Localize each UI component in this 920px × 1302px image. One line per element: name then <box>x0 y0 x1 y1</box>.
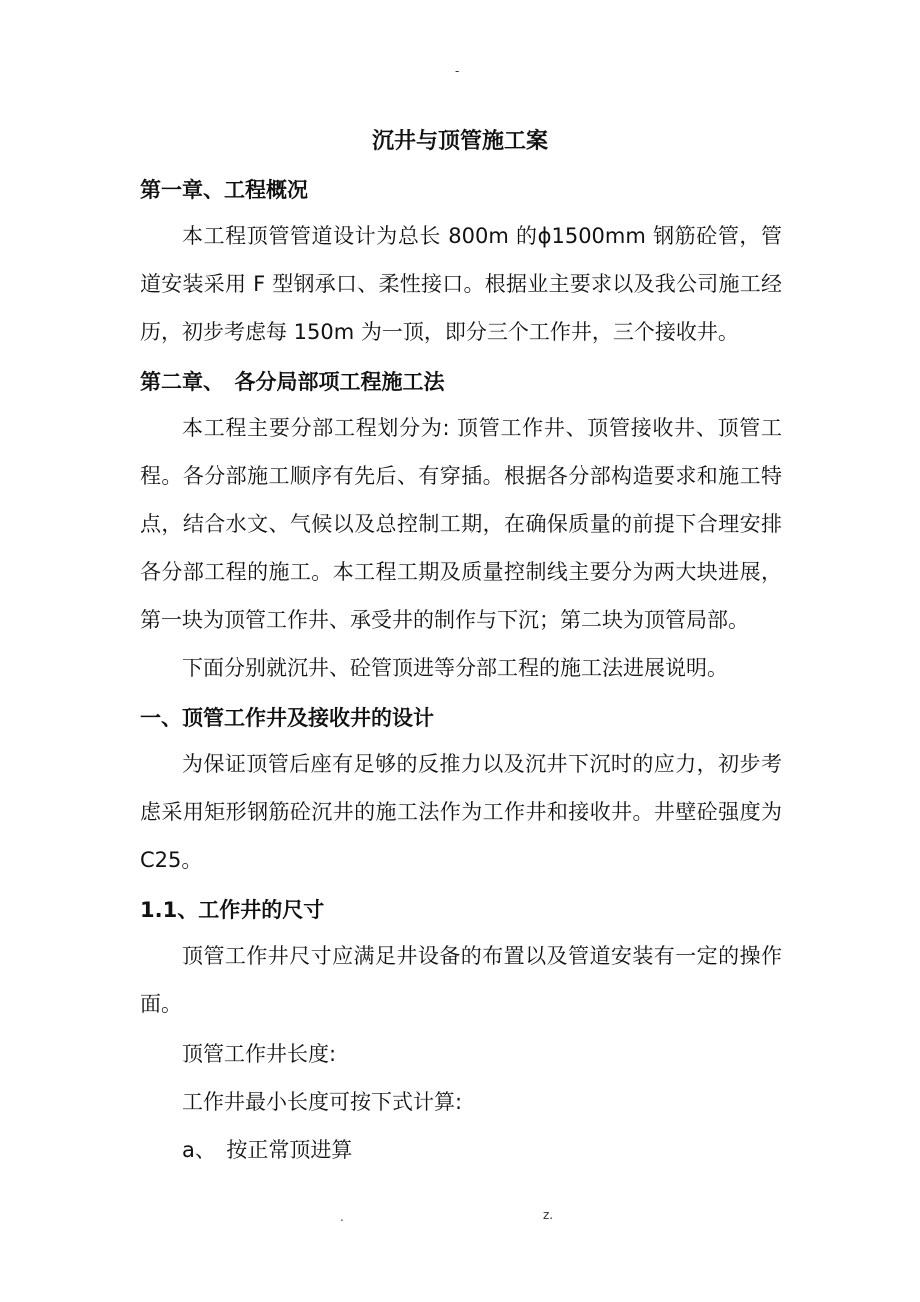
item-a-label: a、 按正常顶进算 <box>182 1138 353 1162</box>
minimum-length-formula-label: 工作井最小长度可按下式计算: <box>182 1090 463 1114</box>
document-title: 沉井与顶管施工案 <box>371 129 548 154</box>
chapter-2-paragraph-2: 下面分别就沉井、砼管顶进等分部工程的施工法进展说明。 <box>182 656 728 680</box>
footer-z: z. <box>543 1208 554 1222</box>
section-1-heading: 一、顶管工作井及接收井的设计 <box>140 706 434 730</box>
footer-dot: . <box>340 1210 344 1224</box>
header-mark: - <box>455 64 460 78</box>
chapter-2-heading: 第二章、 各分局部项工程施工法 <box>140 370 445 394</box>
chapter-1-heading: 第一章、工程概况 <box>140 178 308 202</box>
section-1-1-paragraph: 顶管工作井尺寸应满足井设备的布置以及管道安装有一定的操作面。 <box>140 944 782 1016</box>
working-well-length-label: 顶管工作井长度: <box>182 1042 337 1066</box>
chapter-1-paragraph: 本工程顶管管道设计为总长 800m 的ϕ1500mm 钢筋砼管，管道安装采用 F 型钢承口、柔性接口。根据业主要求以及我公司施工经历，初步考虑每 150m 为一顶，即分三个工作井，三个接收井。 <box>140 224 782 344</box>
section-1-paragraph: 为保证顶管后座有足够的反推力以及沉井下沉时的应力，初步考虑采用矩形钢筋砼沉井的施工法作为工作井和接收井。井壁砼强度为C25。 <box>140 752 782 872</box>
section-1-1-heading: 1.1、工作井的尺寸 <box>140 898 325 922</box>
chapter-2-paragraph-1: 本工程主要分部工程划分为: 顶管工作井、顶管接收井、顶管工程。各分部施工顺序有先后、有穿插。根据各分部构造要求和施工特点，结合水文、气候以及总控制工期，在确保质量的前提下合理安排各分部工程的施工。本工程工期及质量控制线主要分为两大块进展，第一块为顶管工作井、承受井的制作与下沉；第二块为顶管局部。 <box>140 416 782 632</box>
